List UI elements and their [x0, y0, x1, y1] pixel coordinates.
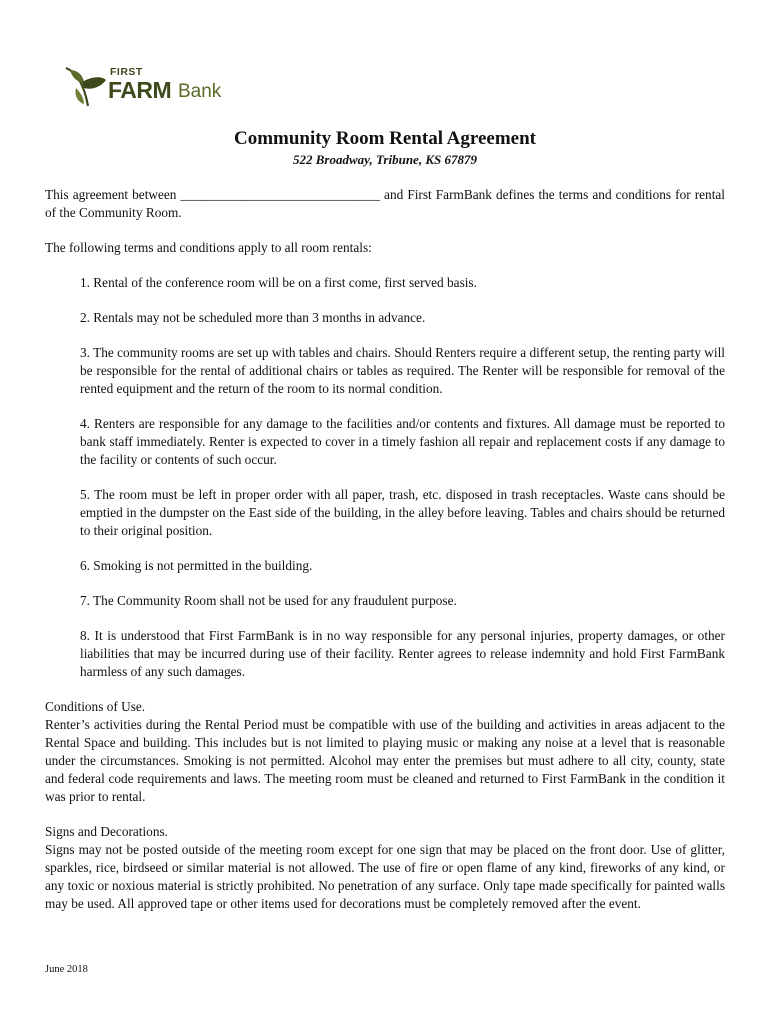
terms-lead: The following terms and conditions apply to all room rentals: — [45, 240, 372, 255]
conditions-text: Renter’s activities during the Rental Period must be compatible with use of the building and activities in areas adjacent to the Rental Space and building. This includes but is not limited to playing music or making any noise at a level that is reasonable under the circumstances. Smoking is not permitted. Alcohol may enter the premises but must adhere to all city, county, state and federal code requirements and laws. The meeting room must be cleaned and returned to First FarmBank in the condition it was prior to rental. — [45, 717, 725, 804]
agreement-body — [45, 186, 725, 930]
term-item: 3. The community rooms are set up with tables and chairs. Should Renters require a different setup, the renting party will be responsible for the rental of additional chairs or tables as required. The Renter will be responsible for removal of the rented equipment and the return of the room to its normal condition. — [80, 345, 725, 396]
conditions-heading: Conditions of Use. — [45, 699, 146, 714]
term-item: 6. Smoking is not permitted in the building. — [80, 558, 313, 573]
term-item: 8. It is understood that First FarmBank is in no way responsible for any personal injuries, property damages, or other liabilities that may be incurred during use of their facility. Renter agrees to release indemnity and hold First FarmBank harmless of any such damages. — [80, 628, 725, 679]
term-item: 2. Rentals may not be scheduled more than 3 months in advance. — [80, 310, 426, 325]
term-item: 7. The Community Room shall not be used for any fraudulent purpose. — [80, 593, 457, 608]
intro-paragraph: This agreement between ______________________________ and First FarmBank defines the terms and conditions for rental of the Community Room. — [45, 187, 725, 220]
terms-list — [45, 274, 725, 681]
first-farmbank-logo — [62, 62, 242, 112]
wheat-leaf-icon — [62, 62, 110, 110]
logo-bank-text: Bank — [178, 81, 222, 102]
document-title: Community Room Rental Agreement — [233, 128, 537, 149]
logo-first-text: FIRST — [110, 66, 143, 78]
term-item: 5. The room must be left in proper order with all paper, trash, etc. disposed in trash receptacles. Waste cans should be emptied in the dumpster on the East side of the building, in the alley before leaving. Tables and chairs should be returned to their original position. — [80, 487, 725, 538]
footer-date: June 2018 — [45, 964, 88, 975]
signs-text: Signs may not be posted outside of the meeting room except for one sign that may be placed on the front door. Use of glitter, sparkles, rice, birdseed or similar material is not allowed. The use of fire or open flame of any kind, fireworks of any kind, or any toxic or noxious material is strictly prohibited. No penetration of any surface. Only tape made specifically for painted walls may be used. All approved tape or other items used for decorations must be completely removed after the event. — [45, 842, 725, 911]
term-item: 4. Renters are responsible for any damage to the facilities and/or contents and fixtures. All damage must be reported to bank staff immediately. Renter is expected to cover in a timely fashion all repair and replacement costs if any damage to the facility or contents of such occur. — [80, 416, 725, 467]
document-address: 522 Broadway, Tribune, KS 67879 — [293, 152, 477, 167]
signs-heading: Signs and Decorations. — [45, 824, 168, 839]
logo-farm-text: FARM — [108, 77, 172, 103]
term-item: 1. Rental of the conference room will be on a first come, first served basis. — [80, 275, 477, 290]
